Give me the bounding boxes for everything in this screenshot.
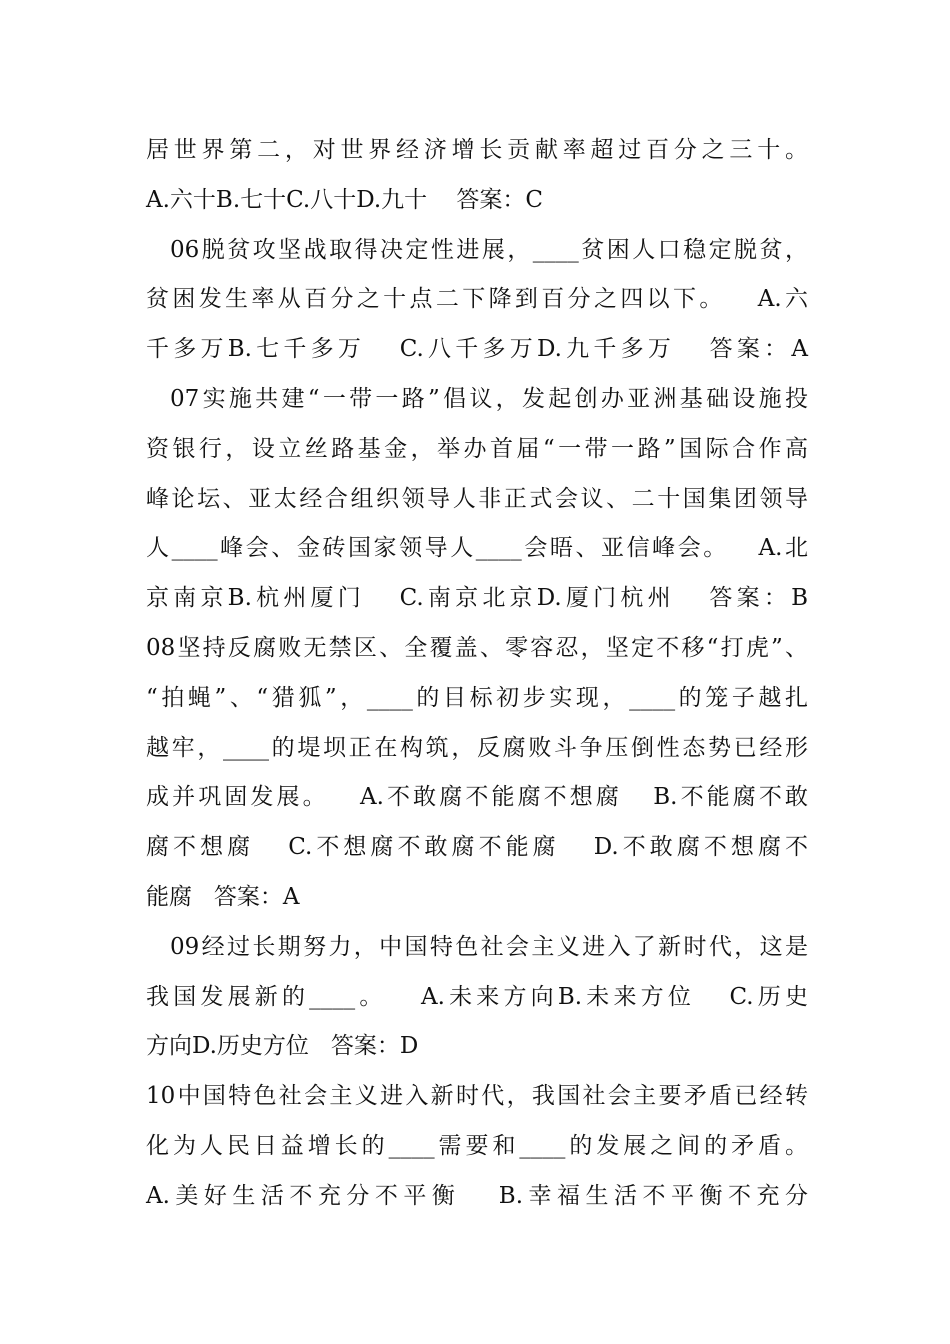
text-line-12: “拍蝇”、“猎狐”，____的目标初步实现，____的笼子越扎 [146, 684, 808, 711]
text-line-18: 我国发展新的____。 A.未来方向B.未来方位 C.历史 [146, 983, 808, 1010]
text-line-13: 越牢，____的堤坝正在构筑，反腐败斗争压倒性态势已经形 [146, 734, 808, 761]
text-line-9: 人____峰会、金砖国家领导人____会晤、亚信峰会。 A.北 [146, 535, 808, 562]
text-line-14: 成并巩固发展。 A.不敢腐不能腐不想腐 B.不能腐不敢 [146, 784, 808, 811]
text-line-5: 千多万B.七千多万 C.八千多万D.九千多万 答案：A [146, 336, 808, 363]
text-line-6: 07实施共建“一带一路”倡议，发起创办亚洲基础设施投 [170, 385, 808, 412]
text-line-16: 能腐 答案：A [146, 883, 300, 910]
text-line-4: 贫困发生率从百分之十点二下降到百分之四以下。 A.六 [146, 286, 808, 313]
text-line-11: 08坚持反腐败无禁区、全覆盖、零容忍，坚定不移“打虎”、 [146, 634, 808, 661]
text-line-8: 峰论坛、亚太经合组织领导人非正式会议、二十国集团领导 [146, 485, 808, 512]
text-line-1: 居世界第二，对世界经济增长贡献率超过百分之三十。 [146, 137, 808, 163]
text-line-20: 10中国特色社会主义进入新时代，我国社会主要矛盾已经转 [146, 1083, 808, 1110]
text-line-17: 09经过长期努力，中国特色社会主义进入了新时代，这是 [170, 933, 808, 960]
text-line-7: 资银行，设立丝路基金，举办首届“一带一路”国际合作高 [146, 435, 808, 462]
document-page [146, 126, 808, 1222]
text-line-22: A.美好生活不充分不平衡 B.幸福生活不平衡不充分 [146, 1182, 808, 1209]
text-line-19: 方向D.历史方位 答案：D [146, 1033, 419, 1060]
text-line-3: 06脱贫攻坚战取得决定性进展，____贫困人口稳定脱贫， [170, 236, 808, 263]
text-line-2: A.六十B.七十C.八十D.九十 答案：C [146, 186, 543, 213]
text-line-21: 化为人民日益增长的____需要和____的发展之间的矛盾。 [146, 1132, 808, 1159]
text-line-10: 京南京B.杭州厦门 C.南京北京D.厦门杭州 答案：B [146, 585, 808, 612]
text-line-15: 腐不想腐 C.不想腐不敢腐不能腐 D.不敢腐不想腐不 [146, 834, 808, 861]
